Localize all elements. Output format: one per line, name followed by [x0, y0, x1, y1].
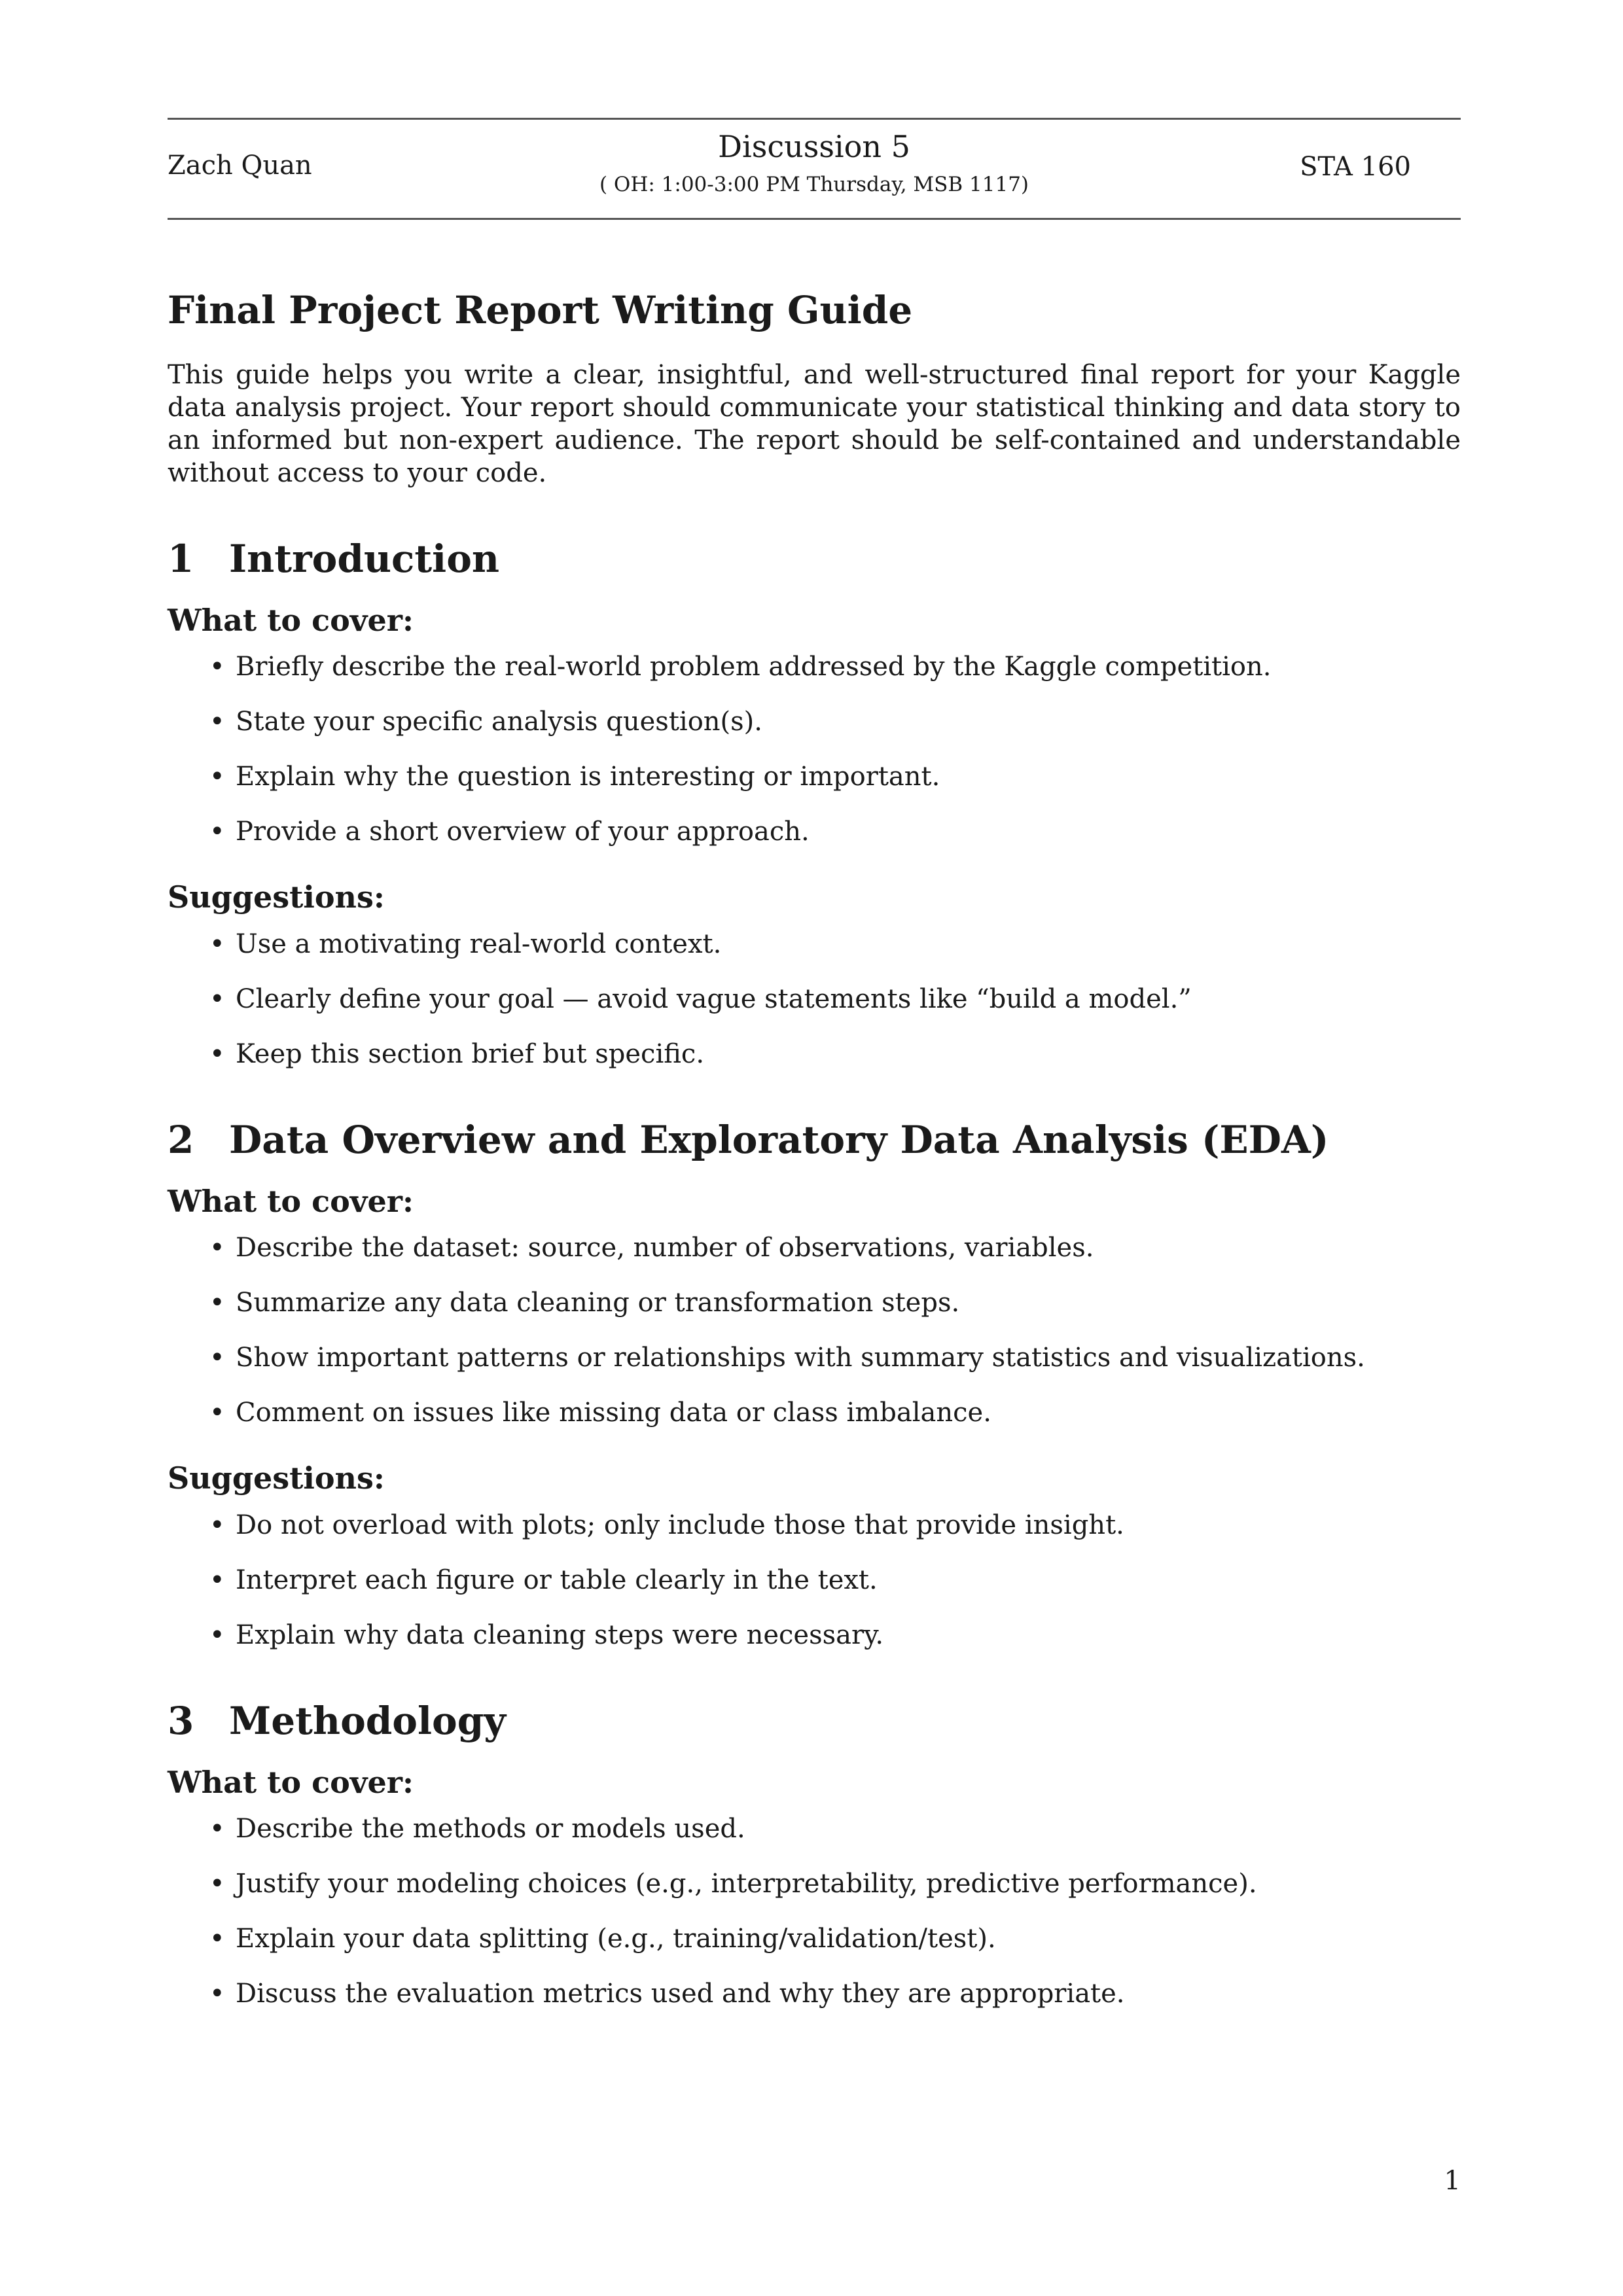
what-to-cover-heading: What to cover:	[168, 1184, 414, 1220]
list-item: • Describe the methods or models used.	[236, 1812, 1461, 1845]
list-item: • Explain why the question is interesting or important.	[236, 760, 1461, 793]
suggestions-block	[168, 1460, 1461, 1651]
page-number: 1	[1444, 2166, 1461, 2196]
section-methodology	[168, 1699, 1461, 2011]
what-to-cover-heading: What to cover:	[168, 1765, 414, 1801]
list-item: • Briefly describe the real-world problem addressed by the Kaggle competition.	[236, 650, 1461, 683]
header-bottom-rule	[168, 218, 1461, 220]
list-item: • Use a motivating real-world context.	[236, 928, 1461, 961]
section-heading	[168, 1118, 1461, 1163]
section-heading	[168, 1699, 1461, 1744]
what-to-cover-block	[168, 603, 1461, 848]
what-to-cover-list	[168, 650, 1461, 848]
list-item: • Explain your data splitting (e.g., training/validation/test).	[236, 1922, 1461, 1955]
suggestions-heading: Suggestions:	[168, 879, 385, 915]
section-number: 1	[168, 536, 194, 581]
document-body	[168, 288, 1461, 2010]
header-author: Zach Quan	[168, 150, 312, 181]
section-title: Data Overview and Exploratory Data Analysis (EDA)	[229, 1117, 1329, 1162]
list-item: • State your specific analysis question(s).	[236, 705, 1461, 738]
header-top-rule	[168, 118, 1461, 120]
list-item: • Show important patterns or relationships with summary statistics and visualizations.	[236, 1341, 1461, 1374]
list-item: • Interpret each figure or table clearly in the text.	[236, 1564, 1461, 1597]
list-item: • Discuss the evaluation metrics used and why they are appropriate.	[236, 1977, 1461, 2010]
header-subtitle: ( OH: 1:00-3:00 PM Thursday, MSB 1117)	[599, 173, 1029, 197]
intro-paragraph: This guide helps you write a clear, insightful, and well-structured final report for your Kaggle data analysis project. Your report should communicate your statistical thinking and data story to an informed but non-expert audience. The report should be self-contained and understandable without access to your code.	[168, 359, 1461, 488]
list-item: • Explain why data cleaning steps were necessary.	[236, 1619, 1461, 1651]
header-center	[168, 129, 1461, 196]
list-item: • Clearly define your goal — avoid vague statements like “build a model.”	[236, 983, 1461, 1016]
what-to-cover-block	[168, 1765, 1461, 2010]
suggestions-block	[168, 879, 1461, 1070]
section-number: 2	[168, 1117, 194, 1162]
section-data-overview-eda	[168, 1118, 1461, 1651]
section-title: Introduction	[229, 536, 500, 581]
section-number: 3	[168, 1698, 194, 1743]
section-introduction	[168, 537, 1461, 1070]
suggestions-heading: Suggestions:	[168, 1460, 385, 1496]
suggestions-list	[168, 928, 1461, 1070]
document-title: Final Project Report Writing Guide	[168, 288, 913, 332]
list-item: • Describe the dataset: source, number of observations, variables.	[236, 1231, 1461, 1264]
what-to-cover-list	[168, 1231, 1461, 1429]
list-item: • Summarize any data cleaning or transformation steps.	[236, 1286, 1461, 1319]
list-item: • Justify your modeling choices (e.g., interpretability, predictive performance).	[236, 1867, 1461, 1900]
suggestions-list	[168, 1509, 1461, 1651]
header-course: STA 160	[1300, 152, 1411, 182]
section-title: Methodology	[229, 1698, 506, 1743]
list-item: • Comment on issues like missing data or class imbalance.	[236, 1396, 1461, 1429]
list-item: • Keep this section brief but specific.	[236, 1038, 1461, 1070]
list-item: • Provide a short overview of your approach.	[236, 815, 1461, 848]
header-title: Discussion 5	[718, 129, 910, 164]
section-heading	[168, 537, 1461, 582]
what-to-cover-heading: What to cover:	[168, 603, 414, 639]
list-item: • Do not overload with plots; only include those that provide insight.	[236, 1509, 1461, 1542]
what-to-cover-list	[168, 1812, 1461, 2010]
what-to-cover-block	[168, 1184, 1461, 1429]
